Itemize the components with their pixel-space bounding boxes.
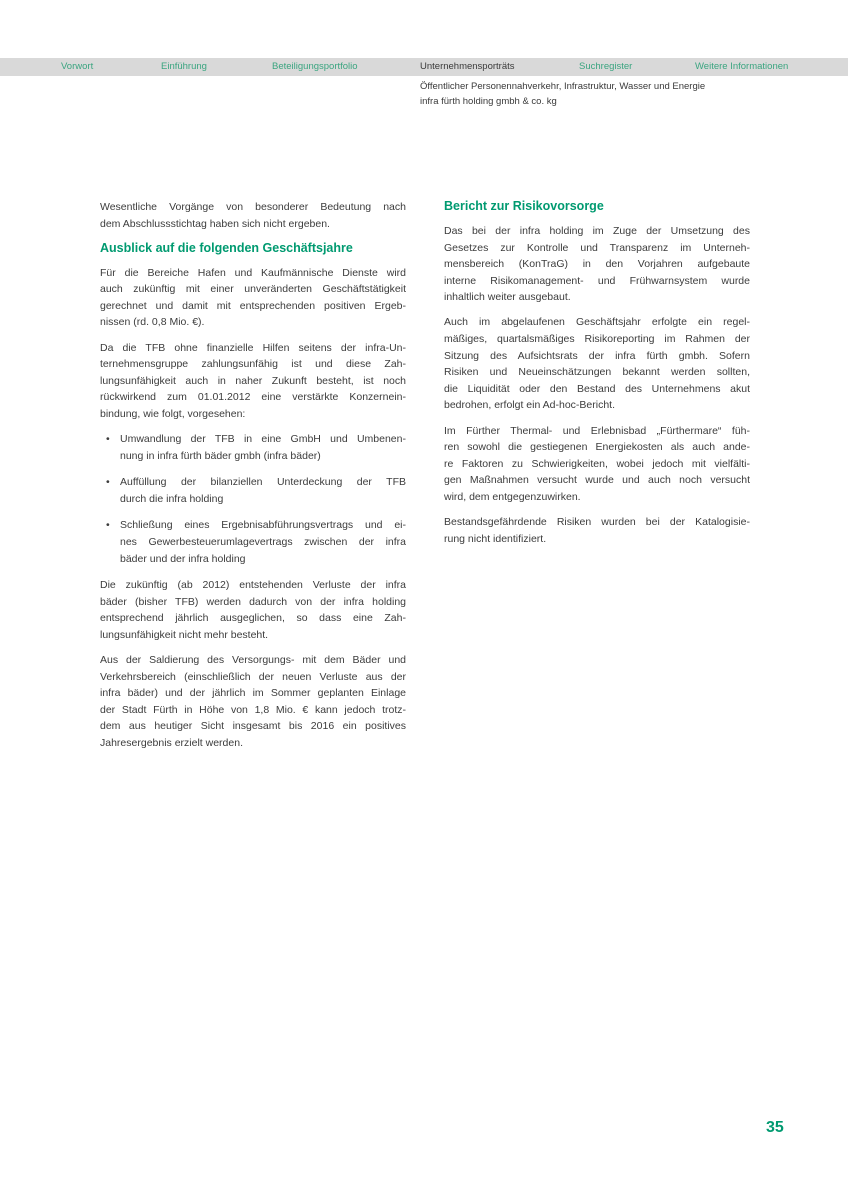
paragraph: Für die Bereiche Hafen und Kaufmännische Dienste wird auch zukünftig mit einer unveränderten Geschäftstätigkeit gerechnet und damit mit entsprechenden positiven Ergeb- nissen (rd. 0,8 Mio. €). — [100, 266, 406, 329]
section-heading-ausblick: Ausblick auf die folgenden Geschäftsjahre — [100, 240, 353, 255]
page-subheader — [420, 79, 820, 109]
nav-item-weitere-informationen[interactable]: Weitere Informationen — [695, 61, 789, 72]
bullet-icon: • — [106, 519, 110, 532]
bullet-icon: • — [106, 433, 110, 446]
nav-item-vorwort[interactable]: Vorwort — [61, 61, 94, 72]
bullet-icon: • — [106, 476, 110, 489]
paragraph: Im Fürther Thermal- und Erlebnisbad „Fürthermare“ füh- ren sowohl die gestiegenen Energiekosten als auch ande- re Faktoren zu Schwierigkeiten, wobei jedoch mit vielfälti- gen Maßnahmen versucht wurde und auch noch versucht wird, dem entgegenzuwirken. — [444, 424, 750, 503]
right-column — [444, 199, 750, 556]
top-nav-band — [0, 58, 848, 76]
paragraph: Auch im abgelaufenen Geschäftsjahr erfolgte ein regel- mäßiges, quartalsmäßiges Risikoreporting im Rahmen der Sitzung des Aufsichtsrats der infra fürth gmbh. Sofern Risiken und Neueinschätzungen bekannt werden sollten, die Liquidität oder den Bestand des Unternehmens akut bedrohen, erfolgt ein Ad-hoc-Bericht. — [444, 316, 750, 412]
nav-item-suchregister[interactable]: Suchregister — [579, 61, 633, 72]
bullet-text: Schließung eines Ergebnisabführungsvertrags und ei- nes Gewerbesteuerumlagevertrags zwischen der infra bäder und der infra holding — [120, 519, 406, 565]
paragraph: Da die TFB ohne finanzielle Hilfen seitens der infra-Un- ternehmensgruppe zahlungsunfähig ist und diese Zah- lungsunfähigkeit auch in naher Zukunft besteht, ist noch rückwirkend zum 01.01.2012 eine verstärkte Konzernein- bindung, wie folgt, vorgesehen: — [100, 341, 406, 420]
paragraph: Aus der Saldierung des Versorgungs- mit dem Bäder und Verkehrsbereich (einschließlich der neuen Verluste aus der infra bäder) und der jährlich im Sommer geplanten Einlage der Stadt Fürth in Höhe von 1,8 Mio. € kann jedoch trotz- dem aus heutiger Sicht insgesamt bis 2016 ein positives Jahresergebnis erzielt werden. — [100, 654, 406, 750]
bullet-text: Auffüllung der bilanziellen Unterdeckung der TFB durch die infra holding — [120, 476, 406, 505]
nav-item-einfuehrung[interactable]: Einführung — [161, 61, 207, 72]
paragraph: Bestandsgefährdende Risiken wurden bei der Katalogisie- rung nicht identifiziert. — [444, 516, 750, 545]
section-breadcrumb: Öffentlicher Personennahverkehr, Infrastruktur, Wasser und Energie — [420, 81, 706, 92]
company-name: infra fürth holding gmbh & co. kg — [420, 96, 557, 107]
bullet-list-item — [100, 431, 406, 464]
nav-item-unternehmensportraets[interactable]: Unternehmensporträts — [420, 61, 515, 72]
left-column — [100, 199, 406, 760]
paragraph: Wesentliche Vorgänge von besonderer Bedeutung nach dem Abschlussstichtag haben sich nicht ergeben. — [100, 201, 406, 230]
page-number: 35 — [766, 1119, 784, 1136]
nav-item-beteiligungsportfolio[interactable]: Beteiligungsportfolio — [272, 61, 358, 72]
paragraph: Das bei der infra holding im Zuge der Umsetzung des Gesetzes zur Kontrolle und Transparenz im Unterneh- mensbereich (KonTraG) in den Vorjahren aufgebaute interne Risikomanagement- und Frühwarnsystem wurde inhaltlich weiter ausgebaut. — [444, 225, 750, 304]
section-heading-risikovorsorge: Bericht zur Risikovorsorge — [444, 199, 604, 213]
bullet-list-item — [100, 517, 406, 567]
paragraph: Die zukünftig (ab 2012) entstehenden Verluste der infra bäder (bisher TFB) werden dadurch von der infra holding entsprechend jährlich ausgeglichen, so dass eine Zah- lungsunfähigkeit nicht mehr besteht. — [100, 579, 406, 641]
bullet-list-item — [100, 474, 406, 507]
bullet-text: Umwandlung der TFB in eine GmbH und Umbenen- nung in infra fürth bäder gmbh (infra bäder) — [120, 433, 406, 462]
bullet-list — [100, 431, 406, 567]
